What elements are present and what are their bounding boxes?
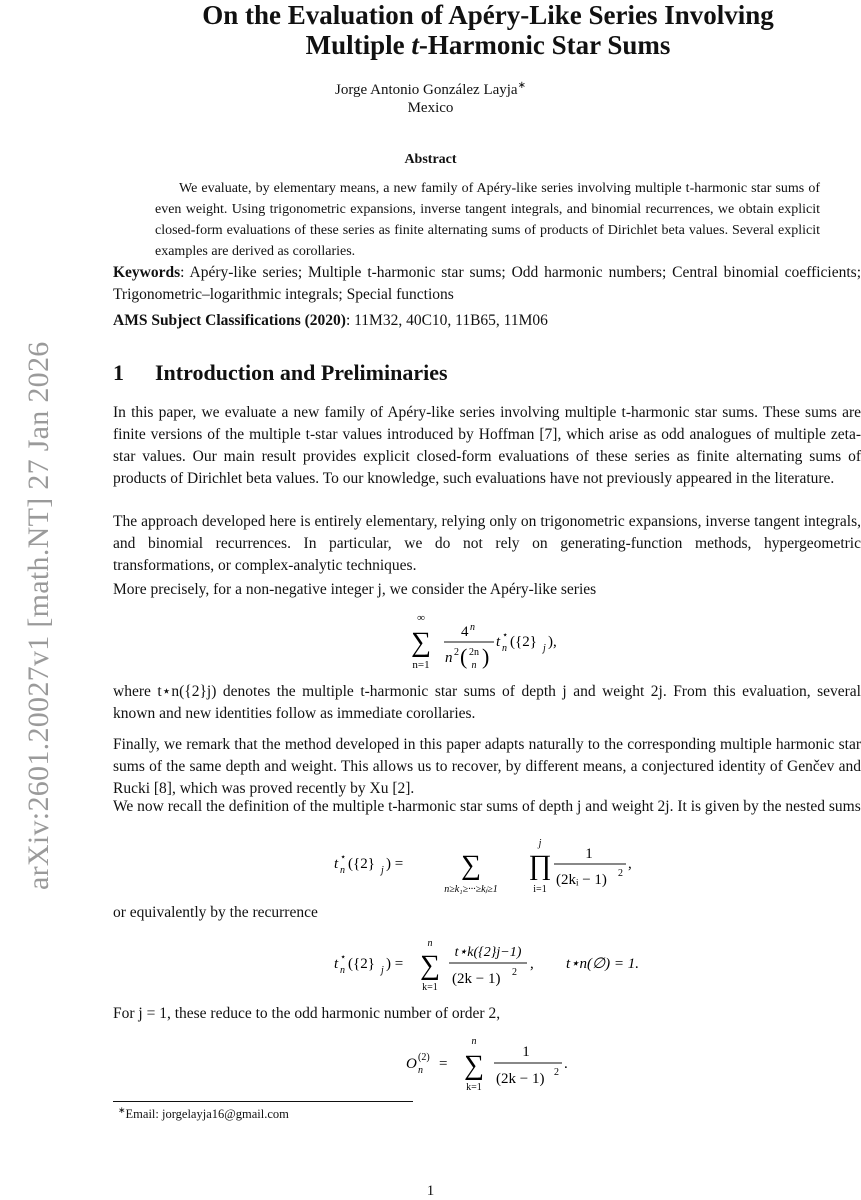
f2-sum-symbol: ∑ <box>461 850 481 881</box>
f2-lhs-arg: ({2} <box>348 856 375 872</box>
f4-eq: = <box>439 1056 448 1072</box>
author <box>0 80 861 99</box>
ams-text: : 11M32, 40C10, 11B65, 11M06 <box>345 312 548 329</box>
f3-lhs-arg: ({2} <box>348 956 375 972</box>
section-number: 1 <box>113 360 124 385</box>
abstract-text: We evaluate, by elementary means, a new family of Apéry-like series involving multiple t-harmonic star sums of even weight. Using trigonometric expansions, inverse tangent integrals, and binomial recurrences, we obtain explicit closed-form evaluations of these series as finite alternating sums of products of Dirichlet beta values. Several explicit examples are derived as corollaries. <box>155 181 820 259</box>
formula-nested-sums <box>334 838 654 898</box>
paragraph-6: We now recall the definition of the multiple t-harmonic star sums of depth j and weight 2j. It is given by the nested sums <box>113 798 861 815</box>
f2-prod-symbol: ∏ <box>528 850 552 881</box>
f4-lhs-sub: n <box>418 1065 423 1076</box>
author-footnote-mark: ∗ <box>517 80 526 91</box>
keywords-label: Keywords <box>113 264 181 281</box>
section-heading <box>113 360 448 386</box>
footnote-text: Email: jorgelayja16@gmail.com <box>125 1107 289 1122</box>
f3-num: t⋆k({2}j−1) <box>454 945 522 960</box>
f3-lhs: t <box>334 956 339 972</box>
f3-sum-symbol: ∑ <box>420 950 440 981</box>
f1-rhs-arg-sub: j <box>543 643 546 654</box>
title-line-1: On the Evaluation of Apéry-Like Series Involving <box>202 0 774 30</box>
f2-prod-top: j <box>538 838 542 849</box>
f4-lhs: O <box>406 1056 417 1072</box>
f1-sum-bottom: n=1 <box>412 659 430 671</box>
f2-prod-bottom: i=1 <box>533 884 547 895</box>
keywords-text: : Apéry-like series; Multiple t-harmonic star sums; Odd harmonic numbers; Central binomial coefficients; Trigonometric–logarithmic integrals; Special functions <box>113 264 861 303</box>
author-name: Jorge Antonio González Layja <box>335 82 518 98</box>
f3-lhs-end: ) = <box>386 956 404 972</box>
paragraph-2: The approach developed here is entirely elementary, relying only on trigonometric expansions, inverse tangent integrals, and binomial recurrences. In particular, we do not rely on generating-function methods, hypergeometric transformations, or complex-analytic techniques. <box>113 513 861 574</box>
title-line-2a: Multiple <box>305 30 412 60</box>
f2-num: 1 <box>585 846 593 862</box>
page-number: 1 <box>426 1183 435 1199</box>
f2-lhs-end: ) = <box>386 856 404 872</box>
f1-binom-close: ) <box>482 644 490 669</box>
footnote <box>118 1105 289 1122</box>
f1-rhs: t <box>496 634 501 650</box>
formula-odd-harmonic <box>406 1034 596 1094</box>
f4-num: 1 <box>522 1044 530 1060</box>
f4-sum-bottom: k=1 <box>466 1082 482 1093</box>
f3-cond: t⋆n(∅) = 1. <box>566 956 639 972</box>
f3-den-exp: 2 <box>512 967 517 978</box>
f3-lhs-sup: ⋆ <box>340 952 347 963</box>
f1-den-exp: 2 <box>454 647 459 658</box>
abstract-heading: Abstract <box>404 152 457 167</box>
arxiv-stamp: arXiv:2601.20027v1 [math.NT] 27 Jan 2026 <box>22 341 55 890</box>
f1-binom-open: ( <box>460 644 468 669</box>
affiliation: Mexico <box>407 100 454 116</box>
f3-lhs-arg-sub: j <box>381 965 384 976</box>
f2-lhs-arg-sub: j <box>381 865 384 876</box>
paragraph-7: or equivalently by the recurrence <box>113 904 318 921</box>
f1-rhs-end: ), <box>548 634 557 650</box>
f1-sum-symbol: ∑ <box>411 627 431 658</box>
f1-sum-top: ∞ <box>417 612 425 624</box>
formula-apery-series <box>400 610 600 675</box>
f3-sum-bottom: k=1 <box>422 982 438 993</box>
ams-label: AMS Subject Classifications (2020) <box>113 312 346 329</box>
f3-den: (2k − 1) <box>452 971 501 987</box>
f2-sum-bottom: n≥k₁≥···≥kⱼ≥1 <box>444 884 498 895</box>
f2-end: , <box>628 856 632 872</box>
f4-sum-symbol: ∑ <box>464 1050 484 1081</box>
f2-den: (2kᵢ − 1) <box>556 872 607 888</box>
footnote-mark: ∗ <box>118 1105 126 1115</box>
f1-binom-bottom: n <box>471 660 477 671</box>
title-line-2b: -Harmonic Star Sums <box>418 30 671 60</box>
f4-den: (2k − 1) <box>496 1071 545 1087</box>
f4-lhs-sup: (2) <box>418 1052 430 1063</box>
f3-sum-top: n <box>427 938 433 949</box>
f2-den-exp: 2 <box>618 868 623 879</box>
f1-rhs-sup: ⋆ <box>502 630 509 641</box>
f2-lhs: t <box>334 856 339 872</box>
f1-num: 4 <box>461 624 469 640</box>
paragraph-5: Finally, we remark that the method developed in this paper adapts naturally to the corresponding multiple harmonic star sums of the same depth and weight. This allows us to recover, by different means, a conjectured identity of Genčev and Rucki [8], which was proved recently by Xu [2]. <box>113 736 861 797</box>
f4-den-exp: 2 <box>554 1067 559 1078</box>
f3-comma: , <box>530 956 534 972</box>
ams-classification <box>113 310 861 332</box>
paragraph-3: More precisely, for a non-negative integer j, we consider the Apéry-like series <box>113 581 597 598</box>
paragraph-4: where t⋆n({2}j) denotes the multiple t-harmonic star sums of depth j and weight 2j. From this evaluation, several known and new identities follow as immediate corollaries. <box>113 683 861 722</box>
f1-den: n <box>445 650 453 666</box>
f3-lhs-sub: n <box>340 965 345 976</box>
f4-end: . <box>564 1056 568 1072</box>
f1-rhs-arg: ({2} <box>510 634 537 650</box>
f2-lhs-sub: n <box>340 865 345 876</box>
paragraph-1: In this paper, we evaluate a new family of Apéry-like series involving multiple t-harmonic star sums. These sums are finite versions of the multiple t-star values introduced by Hoffman [7], which arise as odd analogues of multiple zeta-star values. Our main result provides explicit closed-form evaluations of these series as finite alternating sums of products of Dirichlet beta values. To our knowledge, such evaluations have not previously appeared in the literature. <box>113 404 861 487</box>
title-line-2-t: t <box>411 30 419 60</box>
footnote-rule <box>113 1101 413 1102</box>
formula-recurrence <box>334 936 654 996</box>
f1-rhs-sub: n <box>502 643 507 654</box>
f4-sum-top: n <box>471 1036 477 1047</box>
f1-num-exp: n <box>470 622 475 633</box>
paper-title <box>100 0 861 60</box>
f1-binom-top: 2n <box>469 647 479 658</box>
paragraph-8: For j = 1, these reduce to the odd harmonic number of order 2, <box>113 1005 501 1022</box>
section-title: Introduction and Preliminaries <box>155 360 448 385</box>
keywords <box>113 262 861 306</box>
f2-lhs-sup: ⋆ <box>340 852 347 863</box>
